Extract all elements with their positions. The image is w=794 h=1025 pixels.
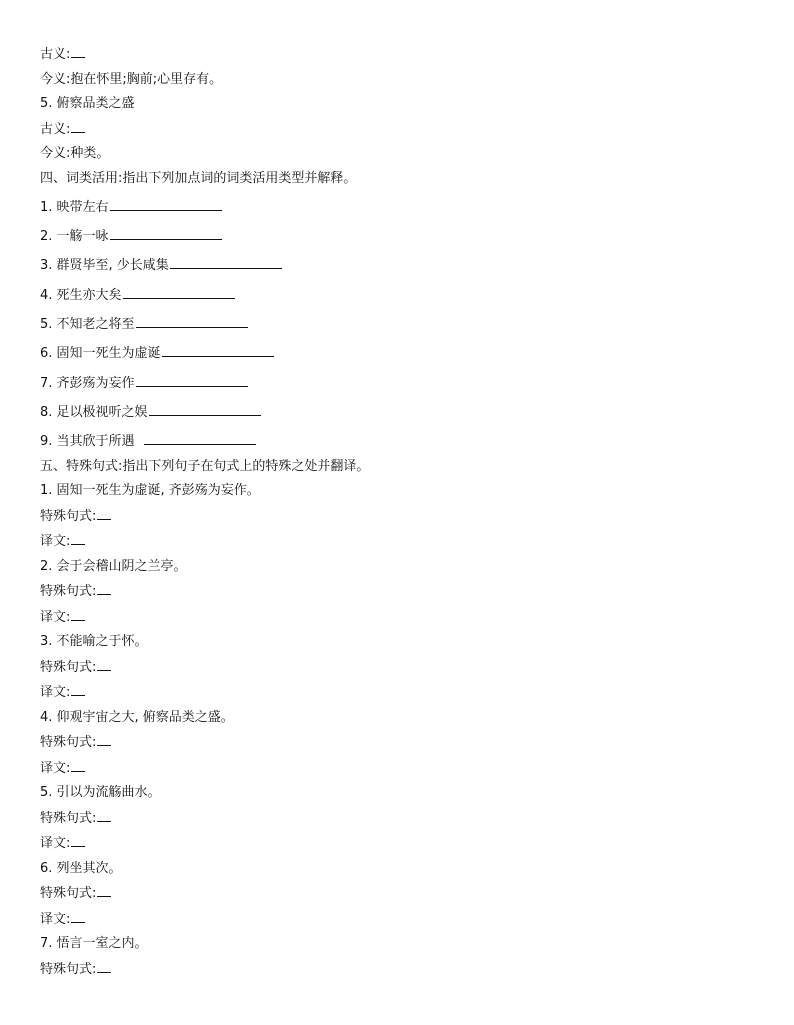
section4-item-text: 1. 映带左右: [40, 199, 109, 215]
section5-sentence: 7. 悟言一室之内。: [40, 936, 148, 952]
section5-sentence: 2. 会于会稽山阴之兰亭。: [40, 558, 187, 574]
section4-item: [40, 256, 760, 275]
syntax-label: 特殊句式:: [40, 584, 97, 600]
ancient-meaning-label: 古义:: [40, 47, 71, 62]
section4-item-text: 5. 不知老之将至: [40, 316, 135, 332]
translation-line: [40, 532, 760, 551]
section4-item-text: 8. 足以极视听之娱: [40, 404, 148, 420]
section4-item: [40, 198, 760, 217]
section4-item: [40, 227, 760, 246]
answer-blank[interactable]: [110, 227, 222, 240]
syntax-line: [40, 582, 760, 601]
answer-blank[interactable]: [71, 532, 85, 545]
syntax-label: 特殊句式:: [40, 659, 97, 675]
answer-blank[interactable]: [149, 403, 261, 416]
answer-blank[interactable]: [110, 198, 222, 211]
translation-label: 译文:: [40, 911, 71, 927]
section5-title: 五、特殊句式:指出下列句子在句式上的特殊之处并翻译。: [40, 458, 370, 474]
syntax-label: 特殊句式:: [40, 961, 97, 977]
modern-meaning-line: [40, 71, 760, 89]
translation-line: [40, 683, 760, 702]
section4-item: [40, 344, 760, 363]
answer-blank[interactable]: [162, 344, 274, 357]
ancient-meaning-label: 古义:: [40, 121, 71, 137]
vocab-item-5: [40, 95, 760, 113]
modern-meaning-line: [40, 145, 760, 163]
ancient-meaning-line: [40, 120, 760, 139]
section4-item-text: 3. 群贤毕至, 少长咸集: [40, 258, 169, 274]
translation-line: [40, 910, 760, 929]
syntax-line: [40, 960, 760, 979]
answer-blank[interactable]: [97, 960, 111, 973]
answer-blank[interactable]: [97, 507, 111, 520]
section4-item-text: 7. 齐彭殇为妄作: [40, 375, 135, 391]
translation-line: [40, 834, 760, 853]
section5-sentence: 3. 不能喻之于怀。: [40, 634, 148, 650]
answer-blank[interactable]: [71, 910, 85, 923]
answer-blank[interactable]: [71, 120, 85, 133]
section5-sentence: 1. 固知一死生为虚诞, 齐彭殇为妄作。: [40, 483, 260, 499]
syntax-label: 特殊句式:: [40, 810, 97, 826]
answer-blank[interactable]: [97, 809, 111, 822]
syntax-line: [40, 884, 760, 903]
answer-blank[interactable]: [170, 256, 282, 269]
section4-item-text: 6. 固知一死生为虚诞: [40, 346, 161, 362]
answer-blank[interactable]: [71, 608, 85, 621]
worksheet-page: [40, 45, 760, 985]
syntax-label: 特殊句式:: [40, 886, 97, 902]
translation-line: [40, 759, 760, 778]
answer-blank[interactable]: [97, 884, 111, 897]
translation-line: [40, 608, 760, 627]
syntax-line: [40, 658, 760, 677]
answer-blank[interactable]: [97, 658, 111, 671]
answer-blank[interactable]: [97, 582, 111, 595]
ancient-meaning-line: [40, 45, 760, 64]
section4-item-text: 4. 死生亦大矣: [40, 287, 122, 303]
syntax-line: [40, 809, 760, 828]
section4-item: [40, 286, 760, 305]
section4-item: [40, 374, 760, 393]
syntax-line: [40, 507, 760, 526]
section5-sentence: 4. 仰观宇宙之大, 俯察品类之盛。: [40, 709, 234, 725]
section5-sentence: 5. 引以为流觞曲水。: [40, 785, 161, 801]
answer-blank[interactable]: [71, 834, 85, 847]
section4-item-text: 2. 一觞一咏: [40, 229, 109, 245]
translation-label: 译文:: [40, 609, 71, 625]
answer-blank[interactable]: [144, 432, 256, 445]
vocab-item-text: 5. 俯察品类之盛: [40, 96, 135, 111]
translation-label: 译文:: [40, 760, 71, 776]
modern-meaning-text: 今义:种类。: [40, 146, 110, 161]
translation-label: 译文:: [40, 534, 71, 550]
syntax-line: [40, 733, 760, 752]
syntax-label: 特殊句式:: [40, 508, 97, 524]
answer-blank[interactable]: [71, 45, 85, 58]
answer-blank[interactable]: [136, 315, 248, 328]
section4-item: [40, 403, 760, 422]
answer-blank[interactable]: [71, 759, 85, 772]
answer-blank[interactable]: [71, 683, 85, 696]
answer-blank[interactable]: [136, 374, 248, 387]
syntax-label: 特殊句式:: [40, 735, 97, 751]
answer-blank[interactable]: [97, 733, 111, 746]
modern-meaning-text: 今义:抱在怀里;胸前;心里存有。: [40, 71, 223, 87]
translation-label: 译文:: [40, 836, 71, 852]
answer-blank[interactable]: [123, 286, 235, 299]
section4-item-text: 9. 当其欣于所遇: [40, 434, 135, 450]
section5-sentence: 6. 列坐其次。: [40, 860, 122, 876]
section4-item: [40, 432, 760, 451]
section4-title: 四、词类活用:指出下列加点词的词类活用类型并解释。: [40, 170, 357, 186]
translation-label: 译文:: [40, 685, 71, 701]
section4-item: [40, 315, 760, 334]
